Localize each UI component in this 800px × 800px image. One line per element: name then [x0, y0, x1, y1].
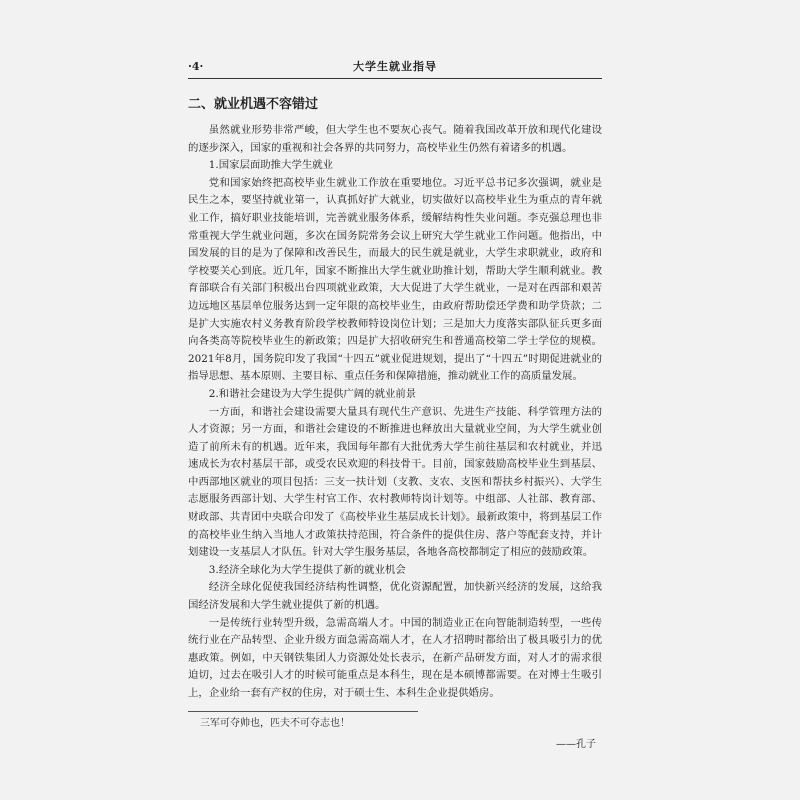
subsection-3-paragraph-1: 经济全球化促使我国经济结构性调整，优化资源配置，加快新兴经济的发展，这给我国经济发展和大学生就业提供了新的机遇。 [188, 581, 602, 612]
footer-rule [188, 711, 418, 712]
subsection-1-paragraph: 党和国家始终把高校毕业生就业工作放在重要地位。习近平总书记多次强调，就业是民生之本，要坚持就业第一，认真抓好扩大就业，切实做好以高校毕业生为重点的青年就业工作，搞好职业技能培训，完善就业服务体系，缓解结构性失业问题。李克强总理也非常重视大学生就业问题，多次在国务院常务会议上研究大学生就业工作问题。他指出，中国发展的目的是为了保障和改善民生，而最大的民生就是就业，大学生求职就业，政府和学校要关心到底。近几年，国家不断推出大学生就业助推计划，帮助大学生顺利就业。教育部联合有关部门积极出台四项就业政策，大大促进了大学生就业，一是对在西部和艰苦边远地区基层单位服务达到一定年限的高校毕业生，由政府帮助偿还学费和助学贷款；二是扩大实施农村义务教育阶段学校教师特设岗位计划；三是加大力度落实部队征兵更多面向各类高等院校毕业生的新政策；四是扩大招收研究生和普通高校第二学士学位的规模。2021年8月，国务院印发了我国“十四五”就业促进规划，提出了“十四五”时期促进就业的指导思想、基本原则、主要目标、重点任务和保障措施，推动就业工作的高质量发展。 [188, 176, 602, 383]
intro-paragraph: 虽然就业形势非常严峻，但大学生也不要灰心丧气。随着我国改革开放和现代化建设的逐步深入，国家的重视和社会各界的共同努力，高校毕业生仍然有着诸多的机遇。 [188, 124, 602, 154]
page-body [188, 96, 602, 703]
subsection-3-paragraph-2: 一是传统行业转型升级，急需高端人才。中国的制造业正在向智能制造转型，一些传统行业在产品转型、企业升级方面急需高端人才，在人才招聘时都给出了极具吸引力的优惠政策。例如，中天钢铁集团人力资源处处长表示，在新产品研发方面，对人才的需求很迫切，过去在吸引人才的时候可能重点是本科生，现在是本硕博都需要。在对博士生吸引上，企业给一套有产权的住房，对于硕士生、本科生企业提供婚房。 [188, 616, 602, 699]
section-title: 二、就业机遇不容错过 [188, 97, 319, 112]
page-number: ·4· [188, 60, 204, 73]
running-title: 大学生就业指导 [353, 60, 437, 73]
subsection-2-title: 2.和谐社会建设为大学生提供广阔的就业前景 [208, 387, 417, 400]
subsection-3-title: 3.经济全球化为大学生提供了新的就业机会 [208, 563, 406, 576]
subsection-2-paragraph: 一方面，和谐社会建设需要大量具有现代生产意识、先进生产技能、科学管理方法的人才资源；另一方面，和谐社会建设的不断推进也释放出大量就业空间，为大学生就业创造了前所未有的机遇。近年来，我国每年都有大批优秀大学生前往基层和农村就业，并迅速成长为农村基层干部，或受农民欢迎的科技骨干。目前，国家鼓励高校毕业生到基层、中西部地区就业的项目包括：三支一扶计划（支教、支农、支医和帮扶乡村振兴）、大学生志愿服务西部计划、大学生村官工作、农村教师特岗计划等。中组部、人社部、教育部、财政部、共青团中央联合印发了《高校毕业生基层成长计划》。最新政策中，将到基层工作的高校毕业生纳入当地人才政策扶持范围，符合条件的提供住房、落户等配套支持，并计划建设一支基层人才队伍。针对大学生服务基层，各地各高校都制定了相应的鼓励政策。 [188, 405, 602, 559]
subsection-1-title: 1.国家层面助推大学生就业 [208, 159, 334, 172]
footer-quote: 三军可夺帅也，匹夫不可夺志也！ [200, 718, 350, 729]
running-header [188, 58, 602, 76]
header-rule [188, 78, 602, 79]
footer-quote-author: ——孔子 [556, 739, 596, 750]
